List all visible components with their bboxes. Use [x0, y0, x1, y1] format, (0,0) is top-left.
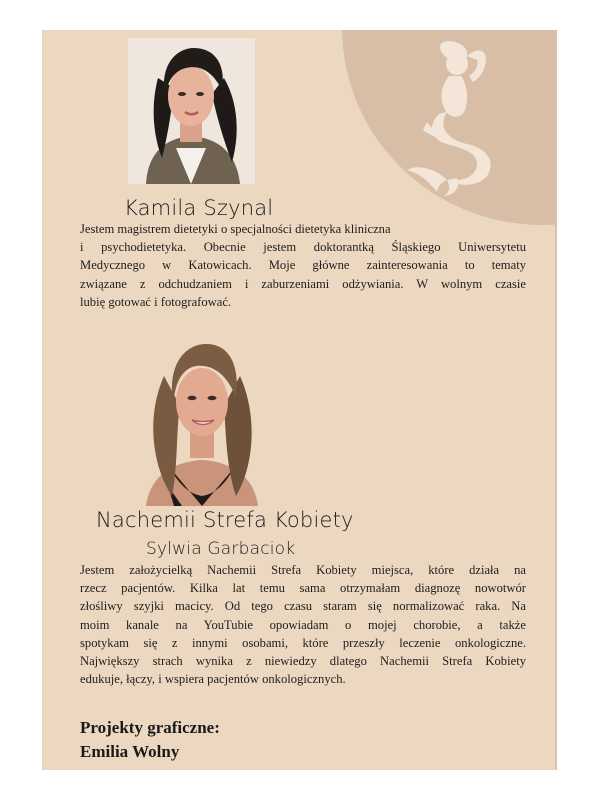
bio-line: moim kanale na YouTubie opowiadam o mojej chorobie, a także	[80, 617, 526, 632]
bio-line: rzecz pacjentów. Kilka lat temu sama otrzymałam diagnozę nowotwór	[80, 581, 526, 596]
credits	[80, 716, 220, 764]
bio-line: złośliwy szyjki macicy. Od tego czasu staram się normalizować raka. Na	[80, 599, 526, 614]
credits-heading: Projekty graficzne:	[80, 718, 220, 737]
bio-line: Medycznego w Katowicach. Moje główne zainteresowania to tematy	[80, 258, 526, 273]
page-edge-shadow	[555, 30, 557, 770]
bio-line: edukuje, łączy, i wspiera pacjentów onkologicznych.	[80, 672, 346, 687]
person1-bio	[80, 220, 526, 311]
page	[42, 30, 556, 770]
bio-line: Jestem założycielką Nachemii Strefa Kobiety miejsca, które działa na	[80, 563, 526, 577]
credits-designer: Emilia Wolny	[80, 742, 180, 761]
bio-line: i psychodietetyka. Obecnie jestem doktorantką Śląskiego Uniwersytetu	[80, 240, 526, 255]
sylwia-garbaciok-photo	[126, 336, 278, 506]
person1-name: Kamila Szynal	[124, 196, 274, 220]
kamila-szynal-photo	[128, 38, 255, 184]
mermaid-logo-icon	[377, 36, 527, 196]
bio-line: związane z odchudzaniem i zaburzeniami odżywiania. W wolnym czasie	[80, 276, 526, 291]
person2-name: Sylwia Garbaciok	[146, 539, 296, 559]
bio-line: Jestem magistrem dietetyki o specjalności dietetyka kliniczna	[80, 222, 391, 236]
bio-line: Największy strach wynika z niewiedzy dlatego Nachemii Strefa Kobiety	[80, 654, 526, 669]
organization-title: Nachemii Strefa Kobiety	[96, 508, 354, 532]
bio-line: lubię gotować i fotografować.	[80, 294, 232, 309]
bio-line: spotykam się z innymi osobami, które przeszły leczenie onkologiczne.	[80, 635, 526, 650]
person2-bio	[80, 561, 526, 688]
